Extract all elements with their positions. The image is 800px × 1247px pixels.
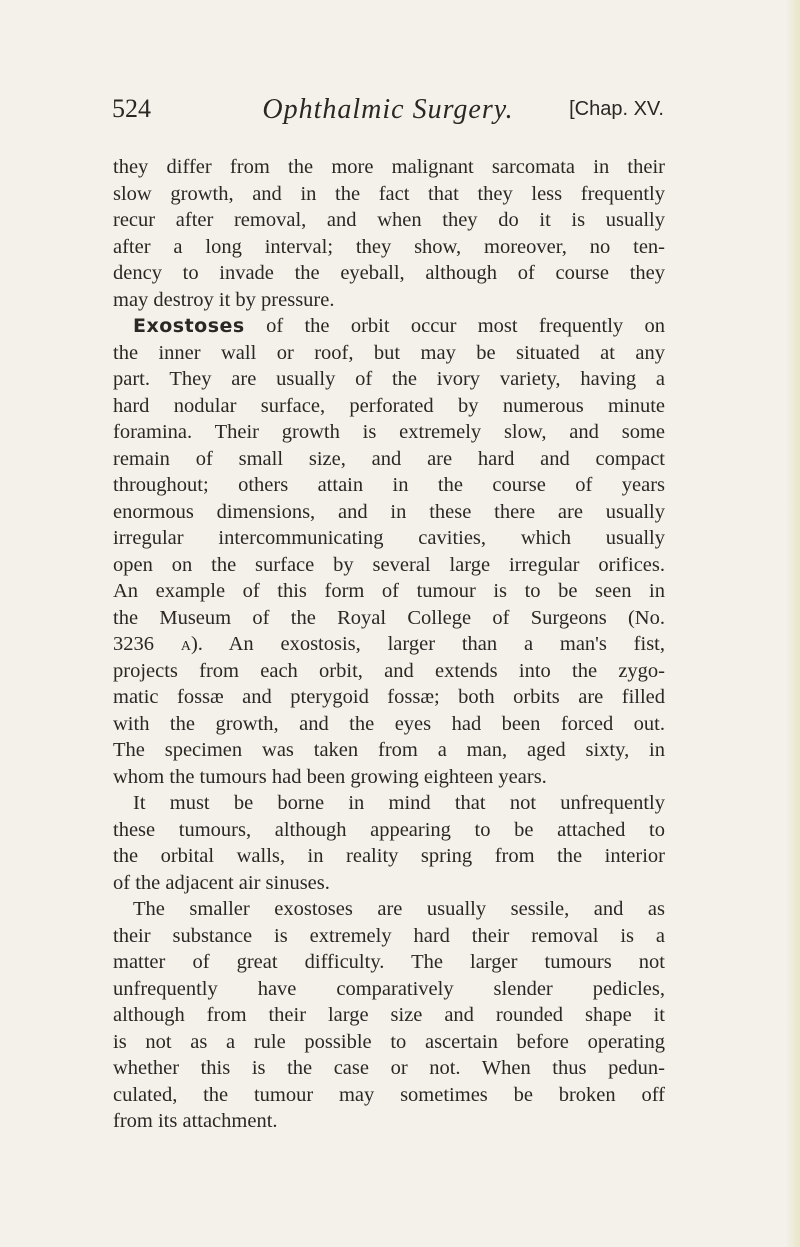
exostoses-heading: Exostoses <box>133 315 245 337</box>
chapter-reference: [Chap. XV. <box>569 98 664 120</box>
text-line: these tumours, although appearing to be attached to <box>113 818 665 841</box>
text-line: part. They are usually of the ivory variety, having a <box>113 368 665 390</box>
text-line: remain of small size, and are hard and compact <box>113 447 665 470</box>
text-line: hard nodular surface, perforated by numerous minute <box>113 394 665 417</box>
text-line: is not as a rule possible to ascertain before operating <box>113 1030 665 1053</box>
page-header <box>112 94 664 130</box>
text-line: matic fossæ and pterygoid fossæ; both orbits are filled <box>113 686 665 708</box>
text-line: open on the surface by several large irregular orifices. <box>113 553 665 576</box>
page-edge-shading <box>786 0 800 1247</box>
text-line: the orbital walls, in reality spring from the interior <box>113 845 665 867</box>
text-line: from its attachment. <box>113 1110 278 1132</box>
text-line: It must be borne in mind that not unfrequently <box>133 792 665 814</box>
text-line-rest: ). An exostosis, larger than a man's fist, <box>190 633 666 655</box>
text-line: whether this is the case or not. When thus pedun- <box>113 1057 665 1079</box>
text-line: although from their large size and rounded shape it <box>113 1004 665 1026</box>
text-line: with the growth, and the eyes had been forced out. <box>113 712 665 735</box>
text-line: recur after removal, and when they do it is usually <box>113 209 665 231</box>
text-line: they differ from the more malignant sarcomata in their <box>113 156 665 178</box>
text-line: of the adjacent air sinuses. <box>113 871 330 894</box>
text-line: whom the tumours had been growing eighteen years. <box>113 765 547 788</box>
museum-reference-line <box>113 631 665 658</box>
text-line: enormous dimensions, and in these there are usually <box>113 500 665 523</box>
text-line: culated, the tumour may sometimes be broken off <box>113 1083 665 1106</box>
body-text <box>113 154 665 1135</box>
text-line: An example of this form of tumour is to be seen in <box>113 580 665 602</box>
text-line: the Museum of the Royal College of Surgeons (No. <box>113 606 665 629</box>
text-line: The smaller exostoses are usually sessile, and as <box>133 898 665 920</box>
text-line: The specimen was taken from a man, aged sixty, in <box>113 739 665 761</box>
text-line: unfrequently have comparatively slender pedicles, <box>113 977 665 1000</box>
text-line: their substance is extremely hard their removal is a <box>113 924 665 947</box>
museum-number: 3236 <box>113 633 154 655</box>
text-line: matter of great difficulty. The larger tumours not <box>113 951 665 973</box>
text-line: projects from each orbit, and extends into the zygo- <box>113 659 665 682</box>
museum-letter: a <box>180 633 191 655</box>
text-line: dency to invade the eyeball, although of course they <box>113 262 665 284</box>
text-line: may destroy it by pressure. <box>113 288 335 311</box>
text-line: slow growth, and in the fact that they less frequently <box>113 182 665 205</box>
text-line: throughout; others attain in the course of years <box>113 474 665 496</box>
running-title: Ophthalmic Surgery. <box>262 94 514 125</box>
text-line: after a long interval; they show, moreover, no ten- <box>113 235 665 258</box>
page-number: 524 <box>112 94 151 123</box>
exostoses-heading-line <box>113 313 665 340</box>
text-line: the inner wall or roof, but may be situated at any <box>113 341 665 364</box>
text-line: irregular intercommunicating cavities, which usually <box>113 527 665 549</box>
text-line: foramina. Their growth is extremely slow, and some <box>113 421 665 443</box>
text-line-rest: of the orbit occur most frequently on <box>244 315 665 337</box>
